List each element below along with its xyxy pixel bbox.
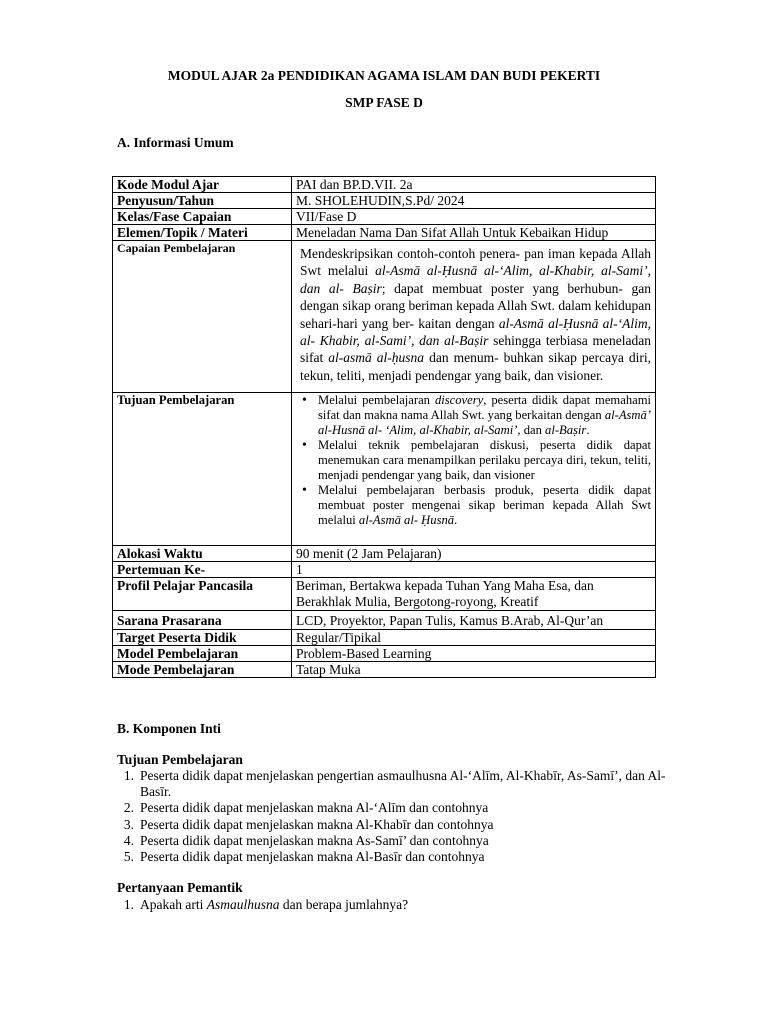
info-table <box>112 176 656 678</box>
document-subtitle: SMP FASE D <box>345 95 423 110</box>
profil-value: Beriman, Bertakwa kepada Tuhan Yang Maha Esa, dan Berakhlak Mulia, Bergotong-royong, Kreatif <box>292 578 656 611</box>
kelas-label: Kelas/Fase Capaian <box>113 209 292 225</box>
table-row <box>113 630 656 646</box>
capaian-text: ; dapat membuat poster yang berhubun- gan dengan sikap orang beriman kepada Allah Swt. dalam kehidupan sehari-hari yang ber- kaitan dengan <box>300 280 651 331</box>
table-row <box>113 177 656 193</box>
sarana-value: LCD, Proyektor, Papan Tulis, Kamus B.Arab, Al-Qur’an <box>292 611 656 630</box>
kode-label: Kode Modul Ajar <box>113 177 292 193</box>
table-row <box>113 209 656 225</box>
capaian-label: Capaian Pembelajaran <box>113 241 292 393</box>
tujuan-value <box>292 393 656 546</box>
tujuan-list <box>296 393 651 528</box>
table-row <box>113 193 656 209</box>
list-item: 3. Peserta didik dapat menjelaskan makna Al-Khabīr dan contohnya <box>123 816 494 832</box>
capaian-value <box>292 241 656 393</box>
pertemuan-value: 1 <box>292 562 656 578</box>
kode-value: PAI dan BP.D.VII. 2a <box>292 177 656 193</box>
pemantik-list <box>112 897 680 913</box>
table-row <box>113 662 656 678</box>
mode-label: Mode Pembelajaran <box>113 662 292 678</box>
list-item: 5. Peserta didik dapat menjelaskan makna Al-Basīr dan contohnya <box>123 849 485 865</box>
pertemuan-label: Pertemuan Ke- <box>113 562 292 578</box>
alokasi-value: 90 menit (2 Jam Pelajaran) <box>292 546 656 562</box>
table-row <box>113 546 656 562</box>
table-row <box>113 562 656 578</box>
capaian-text: dan menum- buhkan sikap percaya diri, tekun, teliti, menjadi pendengar yang baik, dan visioner. <box>300 350 652 383</box>
section-b-heading: B. Komponen Inti <box>117 721 221 736</box>
table-row <box>113 578 656 611</box>
penyusun-label: Penyusun/Tahun <box>113 193 292 209</box>
list-item: 1. Apakah arti Asmaulhusna dan berapa jumlahnya? <box>123 897 409 912</box>
sarana-label: Sarana Prasarana <box>113 611 292 630</box>
table-row <box>113 393 656 546</box>
elemen-label: Elemen/Topik / Materi <box>113 225 292 241</box>
section-a-heading: A. Informasi Umum <box>117 135 234 150</box>
table-row <box>113 646 656 662</box>
table-row <box>113 241 656 393</box>
penyusun-value: M. SHOLEHUDIN,S.Pd/ 2024 <box>292 193 656 209</box>
elemen-value: Meneladan Nama Dan Sifat Allah Untuk Kebaikan Hidup <box>292 225 656 241</box>
mode-value: Tatap Muka <box>292 662 656 678</box>
kelas-value: VII/Fase D <box>292 209 656 225</box>
model-value: Problem-Based Learning <box>292 646 656 662</box>
model-label: Model Pembelajaran <box>113 646 292 662</box>
pemantik-heading: Pertanyaan Pemantik <box>117 880 243 895</box>
capaian-italic-1: al-Asmā al-Ḥusnā al-‘Alim, al-Khabir, al-Sami’, dan al- Baṣir <box>300 263 651 296</box>
list-item: • Melalui teknik pembelajaran diskusi, peserta didik dapat menemukan cara menampilkan perilaku percaya diri, tekun, teliti, menjadi pendengar yang baik, dan visioner <box>318 438 651 483</box>
capaian-text: Mendeskripsikan contoh-contoh penera- pan iman kepada Allah Swt melalui <box>300 246 651 279</box>
list-item: 4. Peserta didik dapat menjelaskan makna As-Samī’ dan contohnya <box>123 832 489 848</box>
capaian-italic-2: al-Asmā al-Ḥusnā al-‘Alim, al- Khabir, al-Sami’, dan al-Baṣir <box>300 315 651 349</box>
document-title: MODUL AJAR 2a PENDIDIKAN AGAMA ISLAM DAN BUDI PEKERTI <box>167 68 601 83</box>
target-value: Regular/Tipikal <box>292 630 656 646</box>
list-item: • Melalui pembelajaran berbasis produk, peserta didik dapat membuat poster mengenai sikap beriman kepada Allah Swt melalui al-Asmā al- Ḥusnā. <box>318 483 651 528</box>
alokasi-label: Alokasi Waktu <box>113 546 292 562</box>
tujuan-label: Tujuan Pembelajaran <box>113 393 292 546</box>
tujuan-numbered-list <box>112 768 680 865</box>
list-item: 1. Peserta didik dapat menjelaskan pengertian asmaulhusna Al-‘Alīm, Al-Khabīr, As-Samī’, dan Al-Basīr. <box>123 768 666 800</box>
table-row <box>113 611 656 630</box>
profil-label: Profil Pelajar Pancasila <box>113 578 292 611</box>
capaian-text: sehingga terbiasa meneladan sifat <box>300 333 651 366</box>
tujuan-heading: Tujuan Pembelajaran <box>117 752 243 767</box>
table-row <box>113 225 656 241</box>
list-item: • Melalui pembelajaran discovery, peserta didik dapat memahami sifat dan makna nama Allah Swt. yang berkaitan dengan al-Asmā’ al-Husnā al- ‘Alim, al-Khabir, al-Sami’, dan al-Baṣir. <box>318 393 651 438</box>
capaian-italic-3: al-asmā al-ḥusna <box>328 350 425 366</box>
target-label: Target Peserta Didik <box>113 630 292 646</box>
list-item: 2. Peserta didik dapat menjelaskan makna Al-‘Alīm dan contohnya <box>123 800 489 816</box>
